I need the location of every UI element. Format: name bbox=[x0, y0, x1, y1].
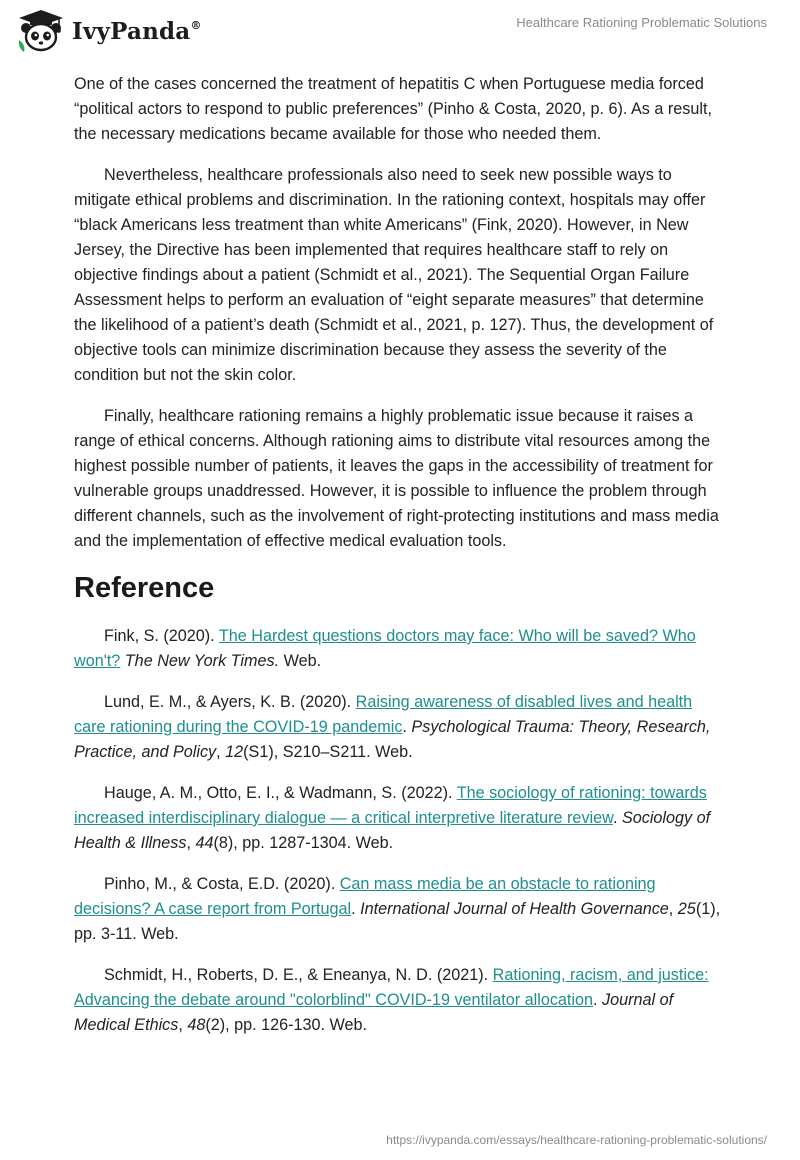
reference-link[interactable]: The Hardest questions doctors may face: Who will be saved? Who won't? bbox=[74, 627, 696, 670]
ivypanda-logo[interactable] bbox=[16, 8, 202, 54]
panda-graduate-icon bbox=[16, 8, 66, 54]
reference-heading: Reference bbox=[74, 572, 215, 604]
reference-item: Fink, S. (2020). The Hardest questions doctors may face: Who will be saved? Who won't? The New York Times. Web. bbox=[74, 627, 696, 670]
reference-item: Pinho, M., & Costa, E.D. (2020). Can mass media be an obstacle to rationing decisions? A case report from Portugal. International Journal of Health Governance, 25(1), pp. 3-11. Web. bbox=[74, 875, 721, 943]
essay-body bbox=[74, 72, 726, 1054]
reference-link[interactable]: The sociology of rationing: towards increased interdisciplinary dialogue — a critical interpretive literature review bbox=[74, 784, 707, 827]
reference-item: Schmidt, H., Roberts, D. E., & Eneanya, N. D. (2021). Rationing, racism, and justice: Advancing the debate around "colorblind" COVID-19 ventilator allocation. Journal of Medical Ethics, 48(2), pp. 126-130. Web. bbox=[74, 966, 709, 1034]
reference-link[interactable]: Can mass media be an obstacle to rationing decisions? A case report from Portugal bbox=[74, 875, 656, 918]
reference-list bbox=[74, 624, 726, 1038]
paragraph-2: Nevertheless, healthcare professionals also need to seek new possible ways to mitigate ethical problems and discrimination. In the rationing context, hospitals may offer “black Americans less treatment than white Americans” (Fink, 2020). However, in New Jersey, the Directive has been implemented that requires healthcare staff to rely on objective findings about a patient (Schmidt et al., 2021). The Sequential Organ Failure Assessment helps to perform an evaluation of “eight separate measures” that determine the likelihood of a patient’s death (Schmidt et al., 2021, p. 127). Thus, the development of objective tools can minimize discrimination because they assess the severity of the condition but not the skin color. bbox=[74, 166, 714, 384]
source-url[interactable]: https://ivypanda.com/essays/healthcare-rationing-problematic-solutions/ bbox=[386, 1133, 767, 1147]
reference-item: Hauge, A. M., Otto, E. I., & Wadmann, S. (2022). The sociology of rationing: towards increased interdisciplinary dialogue — a critical interpretive literature review. Sociology of Health & Illness, 44(8), pp. 1287-1304. Web. bbox=[74, 784, 711, 852]
reference-item: Lund, E. M., & Ayers, K. B. (2020). Raising awareness of disabled lives and health care rationing during the COVID-19 pandemic. Psychological Trauma: Theory, Research, Practice, and Policy, 12(S1), S210–S211. Web. bbox=[74, 693, 711, 761]
page-header bbox=[0, 0, 800, 60]
paragraph-1: One of the cases concerned the treatment of hepatitis C when Portuguese media forced “political actors to respond to public preferences” (Pinho & Costa, 2020, p. 6). As a result, the necessary medications became available for those who needed them. bbox=[74, 75, 712, 143]
brand-name: IvyPanda® bbox=[72, 17, 202, 45]
reference-link[interactable]: Rationing, racism, and justice: Advancing the debate around "colorblind" COVID-19 ventilator allocation bbox=[74, 966, 709, 1009]
document-title: Healthcare Rationing Problematic Solutions bbox=[516, 15, 767, 30]
reference-link[interactable]: Raising awareness of disabled lives and health care rationing during the COVID-19 pandemic bbox=[74, 693, 693, 736]
paragraph-3: Finally, healthcare rationing remains a highly problematic issue because it raises a range of ethical concerns. Although rationing aims to distribute vital resources among the highest possible number of patients, it leaves the gaps in the accessibility of treatment for vulnerable groups unaddressed. However, it is possible to influence the problem through different channels, such as the involvement of right-protecting institutions and mass media and the implementation of effective medical evaluation tools. bbox=[74, 407, 719, 550]
